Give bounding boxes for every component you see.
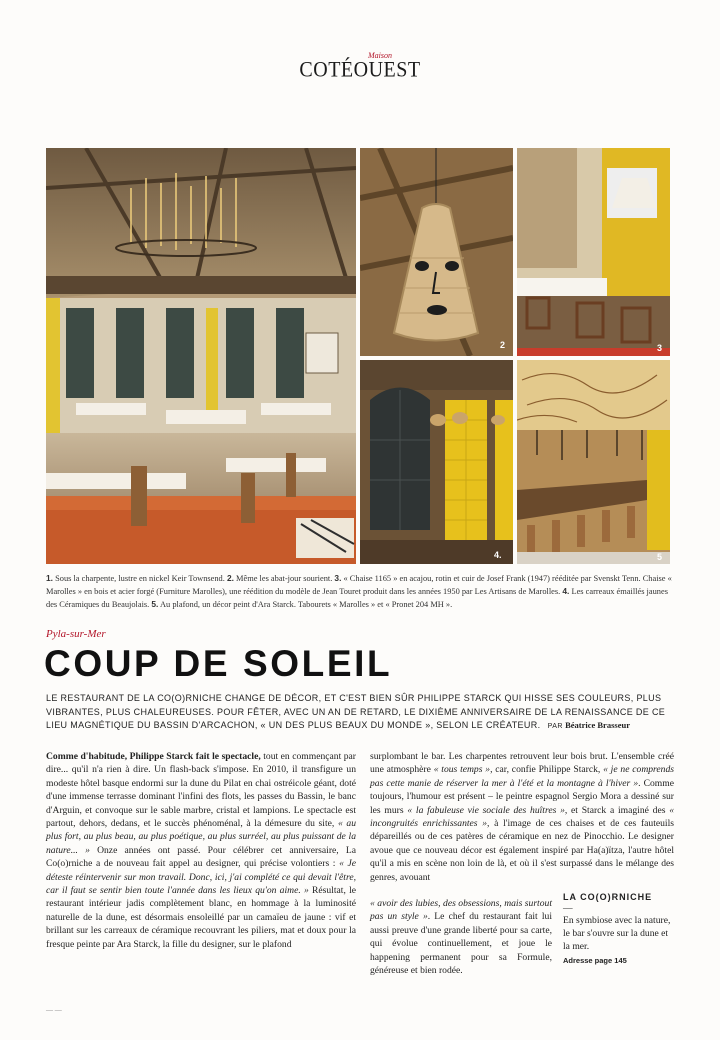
location-kicker: Pyla-sur-Mer — [46, 628, 106, 640]
sidebar-text: En symbiose avec la nature, le bar s'ouvre sur la dune et la mer. — [563, 915, 671, 952]
photo-caption — [46, 572, 676, 611]
col2-quote-1: « tous temps » — [433, 764, 491, 776]
col1-quote-2: « Je déteste réintervenir sur mon travail. Donc, ici, j'ai complété ce qui devait l'être, car il faut se sentir bien toute l'année dans les lieux qu'on aime. » — [46, 858, 356, 897]
article-intro — [46, 692, 680, 734]
byline-prefix: PAR — [547, 723, 563, 730]
sidebar-dash: — — [563, 903, 573, 914]
sidebar-address: Adresse page 145 — [563, 956, 627, 965]
col1-text-2: Onze années ont passé. Pour célébrer cet anniversaire, La Co(o)rniche a de nouveau fait appel au designer, qui précise volontiers : — [46, 844, 357, 870]
col2-quote-3: « la fabuleuse vie sociale des huîtres » — [407, 804, 565, 816]
magazine-logo — [0, 52, 720, 81]
col2-text-5: , à l'image de ces chaises et de ces fauteuils dépareillés ou de ces patères de céramique en nez de Pinocchio. Le designer avoue que ce nouveau décor est également inspiré par Ha(a)ïtza, l'autre hôtel qu'il a mis en scène non loin de là, et où il s'est surpassé dans le mélange des genres, avouant — [370, 818, 674, 883]
photo-wicker-lampshade — [360, 148, 513, 356]
col2-text-4: , et Starck a imaginé des — [564, 804, 670, 816]
yellow-tiles-illustration — [360, 360, 513, 564]
sidebar-title: LA CO(O)RNICHE — [563, 892, 653, 902]
caption-text-5: Au plafond, un décor peint d'Ara Starck. Tabourets « Marolles » et « Pronet 204 MH ». — [158, 600, 453, 609]
col2-quote-2: « je ne comprends pas cette manie de réserver la mer à l'été et la montagne à l'hiver » — [370, 764, 675, 789]
col2-text-3: . Comme toujours, l'humour est présent – le peintre espagnol Sergio Mora a dessiné sur les murs — [370, 777, 674, 816]
photo-number-3: 3 — [657, 343, 663, 353]
col1-lead: Comme d'habitude, Philippe Starck fait le spectacle, — [46, 751, 261, 762]
photo-chairs-tables — [517, 148, 670, 356]
col1-text-1: tout en commençant par dire... qu'il n'a rien à dire. Un flash-back s'impose. En 2010, il transfigure un modeste hôtel basque endormi sur la dune du Pilat en chai ostréicole géant, doté d'une immense terrasse dominant l'infini des flots, les passes du Bassin, le banc d'Arguin, et convoque sur le sable marbre, cristal et lampions. Le spectacle est partout, dehors, dedans, et le succès phénoménal, à la démesure du site, — [46, 751, 357, 830]
logo-brand: COTÉOUEST — [299, 57, 421, 83]
painted-ceiling-illustration — [517, 360, 670, 564]
body-column-2 — [370, 750, 674, 884]
body-column-1 — [46, 750, 356, 951]
byline — [543, 720, 630, 730]
caption-num-5: 5. — [151, 599, 159, 609]
caption-num-2: 2. — [226, 573, 234, 583]
chairs-illustration — [517, 148, 670, 356]
photo-number-2: 2 — [500, 340, 506, 350]
photo-number-4: 4. — [494, 550, 502, 560]
article-headline: COUP DE SOLEIL — [44, 643, 393, 684]
col2-quote-5: « avoir des lubies, des obsessions, mais surtout pas un style » — [370, 898, 552, 923]
photo-restaurant-interior — [46, 148, 356, 564]
intro-text: LE RESTAURANT DE LA CO(O)RNICHE CHANGE DE DÉCOR, ET C'EST BIEN SÛR PHILIPPE STARCK QUI HISSE SES COULEURS, PLUS VIBRANTES, PLUS CHALEUREUSES. POUR FÊTER, AVEC UN AN DE RETARD, LE DIXIÈME ANNIVERSAIRE DE LA RENAISSANCE DE CE LIEU MAGNÉTIQUE DU BASSIN D'ARCACHON, « UN DES PLUS BEAUX DU MONDE », SELON LE CRÉATEUR. — [46, 693, 666, 730]
caption-text-4: Les carreaux émaillés jaunes des Céramiques du Beaujolais. — [46, 587, 668, 609]
restaurant-interior-illustration — [46, 148, 356, 564]
caption-text-2: Même les abat-jour sourient. — [233, 574, 335, 583]
caption-num-1: 1. — [46, 573, 53, 583]
logo-tagline: Maison — [368, 51, 392, 60]
lampshade-illustration — [360, 148, 513, 356]
col1-text-3: Résultat, le restaurant intérieur jadis complètement blanc, en hommage à la luminosité naturelle de la dune, est désormais ensoleillé par un camaïeu de jaune : vif et brillant sur les carreaux de céramique recouvrant les piliers, mat et doux pour la fresque peinte par Ara Starck, la fille du designer, sur le plafond — [46, 885, 356, 950]
col2-text-6: . Le chef du restaurant fait lui aussi preuve d'une grande liberté pour sa carte, qui évolue continuellement, et joue le happening permanent pour sa Formule, généreuse et bien rodée. — [370, 911, 552, 977]
byline-author: Béatrice Brasseur — [565, 720, 630, 730]
caption-num-4: 4. — [562, 586, 570, 596]
caption-text-1: Sous la charpente, lustre en nickel Keir Townsend. — [53, 574, 227, 583]
venue-sidebar — [563, 891, 675, 967]
page-folio: — — — [46, 1006, 62, 1014]
body-column-2-end — [370, 897, 552, 977]
photo-painted-ceiling-bar — [517, 360, 670, 564]
photo-yellow-tiles — [360, 360, 513, 564]
photo-number-5: 5 — [657, 552, 663, 562]
col2-quote-4: « incongruités enrichissantes » — [370, 804, 674, 830]
col2-text-1: surplombant le bar. Les charpentes retrouvent leur bois brut. L'ensemble créé une atmosphère — [370, 751, 674, 776]
caption-num-3: 3. — [334, 573, 342, 583]
col2-text-2: , car, confie Philippe Starck, — [490, 764, 604, 776]
col1-quote-1: « au plus fort, au plus beau, au plus poétique, au plus surréel, au plus puissant de la nature... » — [46, 818, 357, 856]
caption-text-3: « Chaise 1165 » en acajou, rotin et cuir de Josef Frank (1947) rééditée par Svenskt Tenn. Chaise « Marolles » en bois et acier forgé (Furniture Marolles), une réédition du modèle de Jean Touret produit dans les années 1950 par Les Artisans de Marolles. — [46, 574, 672, 596]
